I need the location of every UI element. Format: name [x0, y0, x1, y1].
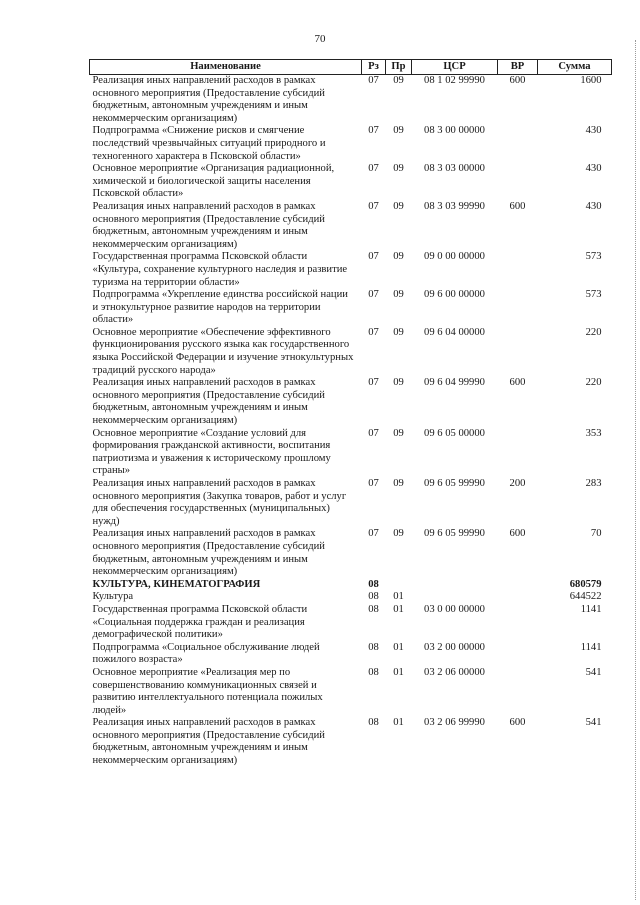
- cell-name: Государственная программа Псковской области «Социальная поддержка граждан и реализация демографической политики»: [92, 603, 308, 641]
- cell-name: Реализация иных направлений расходов в рамках основного мероприятия (Предоставление субсидий бюджетным, автономным учреждениям и иным некоммерческим организациям): [92, 377, 325, 427]
- cell-vr: [498, 251, 538, 289]
- cell-vr: 600: [509, 200, 526, 212]
- table-row: [90, 289, 612, 327]
- header-vr: ВР: [498, 60, 538, 75]
- table-row: [90, 591, 612, 604]
- cell-sum: 220: [585, 377, 602, 389]
- cell-sum: 1600: [580, 75, 602, 86]
- cell-pr: 09: [393, 528, 404, 540]
- cell-rz: 08: [368, 603, 379, 615]
- cell-pr: 09: [393, 478, 404, 489]
- cell-sum: 541: [585, 717, 602, 729]
- cell-csr: 08 3 00 00000: [424, 125, 485, 137]
- cell-name: Реализация иных направлений расходов в рамках основного мероприятия (Предоставление субсидий бюджетным, автономным учреждениям и иным некоммерческим организациям): [92, 717, 325, 767]
- scan-edge-marks: [633, 40, 636, 900]
- cell-rz: 07: [368, 289, 379, 301]
- cell-vr: [498, 642, 538, 667]
- cell-vr: [498, 579, 538, 592]
- table-row: [90, 528, 612, 578]
- cell-csr: [412, 579, 498, 592]
- cell-rz: 07: [368, 478, 379, 489]
- table-row: [90, 251, 612, 289]
- table-row: [90, 163, 612, 201]
- cell-csr: 09 6 05 99990: [424, 478, 485, 489]
- cell-rz: 08: [368, 641, 379, 653]
- cell-pr: [386, 579, 412, 592]
- cell-pr: 09: [393, 377, 404, 389]
- cell-csr: 03 2 06 99990: [424, 717, 485, 729]
- cell-sum: 573: [585, 289, 602, 301]
- cell-rz: 08: [368, 666, 379, 678]
- budget-table: [89, 59, 612, 768]
- cell-csr: 09 6 05 99990: [424, 528, 485, 540]
- table-row: [90, 125, 612, 163]
- cell-csr: 08 1 02 99990: [424, 75, 485, 86]
- cell-sum: 1141: [580, 641, 602, 653]
- cell-vr: [498, 163, 538, 201]
- cell-sum: 541: [585, 666, 602, 678]
- section-header-row: [90, 579, 612, 592]
- cell-name: Основное мероприятие «Реализация мер по совершенствованию коммуникационных связей и развитию интеллектуального потенциала пожилых людей»: [92, 666, 323, 716]
- cell-csr: [412, 591, 498, 604]
- cell-pr: 09: [393, 200, 404, 212]
- cell-name: Основное мероприятие «Организация радиационной, химической и биологической защиты населения Псковской области»: [92, 163, 335, 200]
- cell-rz: 07: [368, 75, 379, 86]
- cell-pr: 09: [393, 163, 404, 175]
- cell-csr: 03 2 00 00000: [424, 641, 485, 653]
- cell-sum: 220: [585, 326, 602, 338]
- cell-rz: 08: [368, 578, 379, 590]
- cell-vr: [498, 125, 538, 163]
- cell-csr: 09 6 04 00000: [424, 326, 485, 338]
- cell-name: Основное мероприятие «Обеспечение эффективного функционирования русского языка как государственного языка Российской Федерации и изучение этнокультурных традиций русского народа»: [92, 326, 354, 376]
- cell-vr: 600: [509, 75, 526, 86]
- cell-rz: 07: [368, 125, 379, 137]
- cell-sum: 573: [585, 251, 602, 263]
- table-row: [90, 667, 612, 717]
- header-name: Наименование: [90, 60, 362, 75]
- table-row: [90, 428, 612, 478]
- cell-rz: 07: [368, 377, 379, 389]
- cell-vr: [498, 591, 538, 604]
- cell-sum: 70: [590, 528, 602, 540]
- cell-sum: 430: [585, 163, 602, 175]
- cell-vr: [498, 604, 538, 642]
- cell-pr: 09: [393, 251, 404, 263]
- cell-vr: 600: [509, 528, 526, 540]
- cell-pr: 09: [393, 427, 404, 439]
- table-header-row: [90, 60, 612, 75]
- cell-name: Реализация иных направлений расходов в рамках основного мероприятия (Закупка товаров, работ и услуг для обеспечения государственных (муниципальных) нужд): [92, 478, 347, 527]
- cell-name: Реализация иных направлений расходов в рамках основного мероприятия (Предоставление субсидий бюджетным, автономным учреждениям и иным некоммерческим организациям): [92, 200, 325, 250]
- table-row: [90, 327, 612, 377]
- cell-sum: 644522: [569, 591, 602, 603]
- cell-vr: [498, 327, 538, 377]
- cell-name: Основное мероприятие «Создание условий для формирования гражданской активности, воспитания патриотизма и уважения к историческому прошлому страны»: [92, 427, 331, 477]
- cell-sum: 430: [585, 125, 602, 137]
- cell-pr: 01: [393, 717, 404, 729]
- cell-sum: 1141: [580, 603, 602, 615]
- cell-pr: 01: [393, 591, 404, 603]
- cell-name: Реализация иных направлений расходов в рамках основного мероприятия (Предоставление субсидий бюджетным, автономным учреждениям и иным некоммерческим организациям): [92, 75, 325, 124]
- cell-pr: 09: [393, 125, 404, 137]
- cell-vr: [498, 428, 538, 478]
- header-rz: Рз: [362, 60, 386, 75]
- table-row: [90, 377, 612, 427]
- cell-vr: 600: [509, 717, 526, 729]
- cell-rz: 08: [368, 717, 379, 729]
- cell-name: Реализация иных направлений расходов в рамках основного мероприятия (Предоставление субсидий бюджетным, автономным учреждениям и иным некоммерческим организациям): [92, 528, 325, 578]
- cell-rz: 08: [368, 591, 379, 603]
- cell-csr: 09 6 00 00000: [424, 289, 485, 301]
- cell-rz: 07: [368, 528, 379, 540]
- table-row: [90, 478, 612, 528]
- table-row: [90, 717, 612, 767]
- cell-pr: 01: [393, 666, 404, 678]
- cell-name: КУЛЬТУРА, КИНЕМАТОГРАФИЯ: [92, 578, 261, 590]
- cell-sum: 680579: [569, 578, 602, 590]
- cell-vr: 600: [509, 377, 526, 389]
- cell-csr: 03 2 06 00000: [424, 666, 485, 678]
- header-csr: ЦСР: [412, 60, 498, 75]
- cell-sum: 430: [585, 200, 602, 212]
- cell-rz: 07: [368, 200, 379, 212]
- cell-name: Подпрограмма «Укрепление единства российской нации и этнокультурное развитие народов на территории области»: [92, 289, 348, 326]
- cell-csr: 09 6 05 00000: [424, 427, 485, 439]
- cell-name: Подпрограмма «Снижение рисков и смягчение последствий чрезвычайных ситуаций природного и техногенного характера в Псковской области»: [92, 125, 326, 162]
- header-pr: Пр: [386, 60, 412, 75]
- cell-rz: 07: [368, 163, 379, 175]
- cell-csr: 09 6 04 99990: [424, 377, 485, 389]
- cell-name: Подпрограмма «Социальное обслуживание людей пожилого возраста»: [92, 641, 320, 666]
- table-row: [90, 201, 612, 251]
- cell-rz: 07: [368, 427, 379, 439]
- cell-csr: 03 0 00 00000: [424, 603, 485, 615]
- cell-rz: 07: [368, 326, 379, 338]
- table-row: [90, 642, 612, 667]
- cell-pr: 01: [393, 603, 404, 615]
- cell-vr: [498, 289, 538, 327]
- table-row: [90, 604, 612, 642]
- cell-csr: 09 0 00 00000: [424, 251, 485, 263]
- cell-name: Культура: [92, 591, 134, 603]
- cell-sum: 353: [585, 427, 602, 439]
- cell-pr: 09: [393, 75, 404, 86]
- cell-csr: 08 3 03 00000: [424, 163, 485, 175]
- cell-vr: 200: [509, 478, 526, 489]
- cell-pr: 01: [393, 641, 404, 653]
- cell-sum: 283: [585, 478, 602, 489]
- cell-pr: 09: [393, 326, 404, 338]
- page-number: 70: [314, 33, 326, 45]
- cell-pr: 09: [393, 289, 404, 301]
- table-row: [90, 75, 612, 126]
- cell-csr: 08 3 03 99990: [424, 200, 485, 212]
- cell-name: Государственная программа Псковской области «Культура, сохранение культурного наследия и развитие туризма на территории области»: [92, 251, 348, 288]
- cell-vr: [498, 667, 538, 717]
- cell-rz: 07: [368, 251, 379, 263]
- header-sum: Сумма: [538, 60, 612, 75]
